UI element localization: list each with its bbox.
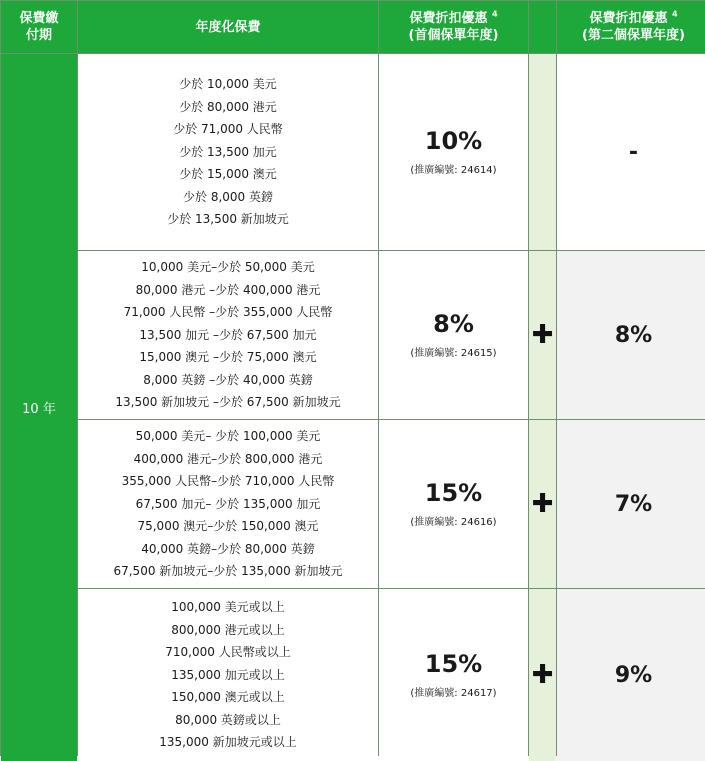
header-second-year	[557, 1, 705, 53]
plus-cell	[529, 251, 556, 419]
plus-icon: ✚	[531, 320, 554, 350]
second-year-discount-cell	[557, 589, 705, 761]
premium-line: 50,000 美元– 少於 100,000 美元	[135, 429, 321, 444]
header-first-line2: (首個保單年度)	[408, 28, 499, 43]
header-first-line1: 保費折扣優惠 $^4$	[409, 9, 498, 26]
premium-line: 75,000 澳元–少於 150,000 澳元	[137, 519, 319, 534]
premium-line: 100,000 美元或以上	[171, 600, 285, 615]
first-year-percent: 15%	[424, 650, 483, 678]
term-cell	[1, 54, 77, 761]
first-year-discount-cell	[379, 420, 528, 588]
premium-line: 少於 8,000 英鎊	[183, 189, 273, 204]
premium-line: 135,000 加元或以上	[171, 667, 285, 682]
second-year-percent: -	[628, 139, 639, 165]
first-year-percent: 10%	[424, 127, 483, 155]
premium-line: 800,000 港元或以上	[171, 622, 285, 637]
premium-cell	[78, 589, 378, 761]
premium-line: 400,000 港元–少於 800,000 港元	[133, 451, 323, 466]
premium-line: 15,000 澳元 –少於 75,000 澳元	[139, 350, 317, 365]
premium-line: 71,000 人民幣 –少於 355,000 人民幣	[123, 305, 333, 320]
term-label: 10 年	[22, 402, 56, 417]
plus-cell	[529, 54, 556, 250]
premium-line: 少於 80,000 港元	[179, 99, 277, 114]
premium-line: 13,500 加元 –少於 67,500 加元	[139, 327, 317, 342]
premium-line: 67,500 加元– 少於 135,000 加元	[135, 496, 321, 511]
premium-line: 40,000 英鎊–少於 80,000 英鎊	[141, 541, 315, 556]
second-year-percent: 8%	[614, 322, 653, 348]
footnote-mark: 4	[671, 9, 678, 19]
premium-line: 少於 71,000 人民幣	[173, 122, 283, 137]
second-year-discount-cell	[557, 54, 705, 250]
premium-line: 13,500 新加坡元 –少於 67,500 新加坡元	[115, 395, 341, 410]
premium-cell	[78, 251, 378, 419]
second-year-discount-cell	[557, 251, 705, 419]
header-term-line2: 付期	[25, 28, 52, 43]
plus-cell	[529, 589, 556, 761]
first-year-discount-cell	[379, 589, 528, 761]
second-year-percent: 9%	[614, 662, 653, 688]
header-plus-spacer	[529, 1, 556, 53]
promo-code: (推廣編號: 24616)	[410, 517, 497, 528]
premium-line: 少於 13,500 新加坡元	[167, 212, 289, 227]
first-year-discount-cell	[379, 54, 528, 250]
premium-cell	[78, 54, 378, 250]
premium-line: 67,500 新加坡元–少於 135,000 新加坡元	[113, 564, 343, 579]
second-year-discount-cell	[557, 420, 705, 588]
premium-line: 710,000 人民幣或以上	[165, 645, 291, 660]
header-second-line1: 保費折扣優惠 $^4$	[589, 9, 678, 26]
first-year-discount-cell	[379, 251, 528, 419]
premium-cell	[78, 420, 378, 588]
premium-line: 355,000 人民幣–少於 710,000 人民幣	[121, 474, 335, 489]
premium-line: 少於 10,000 美元	[179, 77, 277, 92]
premium-line: 150,000 澳元或以上	[171, 690, 285, 705]
second-year-percent: 7%	[614, 491, 653, 517]
header-first-year	[379, 1, 528, 53]
premium-line: 135,000 新加坡元或以上	[159, 735, 297, 750]
header-term	[1, 1, 77, 53]
plus-icon: ✚	[531, 489, 554, 519]
premium-line: 10,000 美元–少於 50,000 美元	[141, 260, 315, 275]
premium-line: 少於 15,000 澳元	[179, 167, 277, 182]
plus-icon: ✚	[531, 660, 554, 690]
premium-line: 少於 13,500 加元	[179, 144, 277, 159]
footnote-mark: 4	[491, 9, 498, 19]
premium-line: 80,000 英鎊或以上	[175, 712, 281, 727]
header-second-line2: (第二個保單年度)	[582, 28, 685, 43]
header-premium	[78, 1, 378, 53]
premium-line: 8,000 英鎊 –少於 40,000 英鎊	[143, 372, 313, 387]
promo-code: (推廣編號: 24617)	[410, 688, 497, 699]
header-term-line1: 保費繳	[19, 11, 59, 26]
first-year-percent: 15%	[424, 479, 483, 507]
header-premium-label: 年度化保費	[195, 19, 261, 35]
plus-cell	[529, 420, 556, 588]
promo-code: (推廣編號: 24615)	[410, 348, 497, 359]
first-year-percent: 8%	[433, 310, 474, 338]
promo-code: (推廣編號: 24614)	[410, 165, 497, 176]
premium-line: 80,000 港元 –少於 400,000 港元	[135, 282, 321, 297]
